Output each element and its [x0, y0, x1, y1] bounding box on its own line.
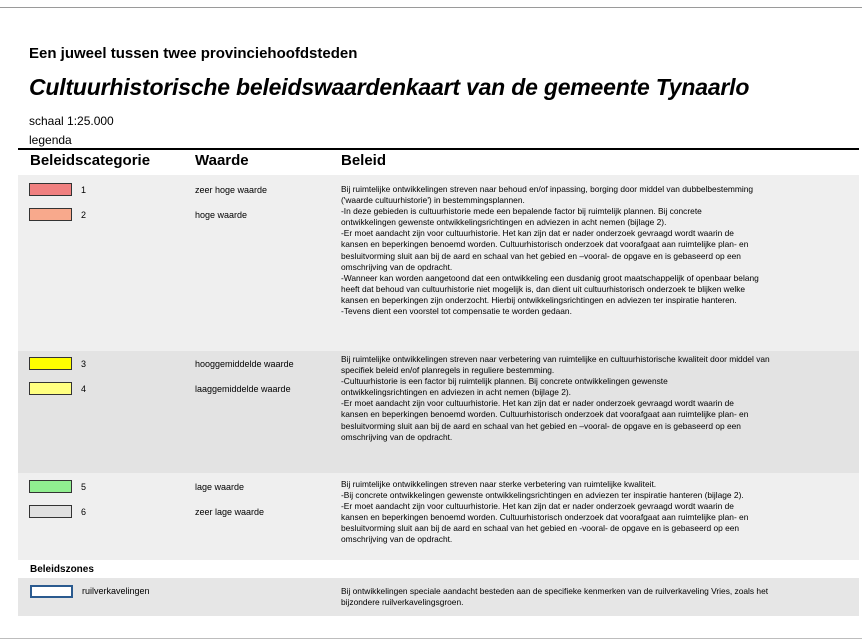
- column-header-value: Waarde: [195, 152, 249, 169]
- category-number-5: 5: [81, 482, 87, 492]
- value-label-5: lage waarde: [195, 482, 245, 492]
- category-number-4: 4: [81, 384, 87, 394]
- header-rule: [18, 148, 859, 150]
- bottom-divider: [0, 638, 862, 639]
- zone-label: ruilverkavelingen: [82, 586, 150, 596]
- document-subtitle: Een juweel tussen twee provinciehoofdsteden: [29, 45, 358, 62]
- value-label-3: hooggemiddelde waarde: [195, 359, 294, 369]
- column-header-category: Beleidscategorie: [30, 152, 151, 169]
- policy-text-group-2: Bij ruimtelijke ontwikkelingen streven naar verbetering van ruimtelijke en cultuurhistorische kwaliteit door middel van specifiek beleid en/of planregels in reguliere bestemming. -Cultuurhistorie is een factor bij ruimtelijk plannen. Bij concrete ontwikkelingen gewenste ontwikkelingsrichtingen en adviezen in acht nemen (bijlage 2). -Er moet aandacht zijn voor cultuurhistorie. Het kan zijn dat er nader onderzoek gevraagd wordt waarin de kansen en beperkingen benoemd worden. Cultuurhistorisch onderzoek dat voorafgaat aan ruimtelijke plan- en besluitvorming sluit aan bij de aard en schaal van het gebied en –vooral- de opgave en is gebaseerd op een omschrijving van de opdracht.: [341, 354, 770, 442]
- legend-label: legenda: [29, 133, 72, 147]
- value-label-4: laaggemiddelde waarde: [195, 384, 291, 394]
- legend-swatch-4: [29, 382, 72, 395]
- legend-swatch-5: [29, 480, 72, 493]
- column-header-policy: Beleid: [341, 152, 387, 169]
- legend-swatch-2: [29, 208, 72, 221]
- value-label-2: hoge waarde: [195, 210, 248, 220]
- value-label-6: zeer lage waarde: [195, 507, 265, 517]
- zone-policy-text: Bij ontwikkelingen speciale aandacht besteden aan de specifieke kenmerken van de ruilverkaveling Vries, zoals het bijzondere ruilverkavelingsgroen.: [341, 586, 769, 608]
- map-scale: schaal 1:25.000: [29, 114, 114, 128]
- legend-swatch-6: [29, 505, 72, 518]
- category-number-2: 2: [81, 210, 87, 220]
- policy-text-group-1: Bij ruimtelijke ontwikkelingen streven naar behoud en/of inpassing, borging door middel van dubbelbestemming ('waarde cultuurhistorie') in bestemmingsplannen. -In deze gebieden is cultuurhistorie mede een bepalende factor bij ruimtelijk plannen. Bij concrete ontwikkelingen gewenste ontwikkelingsrichtingen en adviezen in acht nemen (bijlage 2). -Er moet aandacht zijn voor cultuurhistorie. Het kan zijn dat er nader onderzoek gevraagd wordt waarin de kansen en beperkingen benoemd worden. Cultuurhistorisch onderzoek dat voorafgaat aan ruimtelijke plan- en besluitvorming sluit aan bij de aard en schaal van het gebied en –vooral- de opgave en is gebaseerd op een omschrijving van de opdracht. -Wanneer kan worden aangetoond dat een ontwikkeling een dusdanig groot maatschappelijk of openbaar belang heeft dat behoud van cultuurhistorie niet mogelijk is, dan dient uit cultuurhistorisch onderzoek te blijken welke kansen en beperkingen zijn onderzocht. Hierbij ontwikkelingsrichtingen en adviezen ter inspiratie hanteren. -Tevens dient een voorstel tot compensatie te worden gedaan.: [341, 184, 759, 317]
- category-number-3: 3: [81, 359, 87, 369]
- legend-swatch-1: [29, 183, 72, 196]
- policy-text-group-3: Bij ruimtelijke ontwikkelingen streven naar sterke verbetering van ruimtelijke kwaliteit. -Bij concrete ontwikkelingen gewenste ontwikkelingsrichtingen en adviezen ter inspiratie hanteren (bijlage 2). -Er moet aandacht zijn voor cultuurhistorie. Het kan zijn dat er nader onderzoek gevraagd wordt waarin de kansen en beperkingen benoemd worden. Cultuurhistorisch onderzoek dat voorafgaat aan ruimtelijke plan- en besluitvorming sluit aan bij de aard en schaal van het gebied en -vooral- de opgave en is gebaseerd op een omschrijving van de opdracht.: [341, 479, 749, 545]
- zones-heading: Beleidszones: [30, 564, 94, 575]
- zone-swatch: [30, 585, 73, 598]
- top-divider: [0, 7, 862, 8]
- value-label-1: zeer hoge waarde: [195, 185, 268, 195]
- legend-swatch-3: [29, 357, 72, 370]
- category-number-1: 1: [81, 185, 87, 195]
- document-title: Cultuurhistorische beleidswaardenkaart van de gemeente Tynaarlo: [29, 74, 750, 100]
- category-number-6: 6: [81, 507, 87, 517]
